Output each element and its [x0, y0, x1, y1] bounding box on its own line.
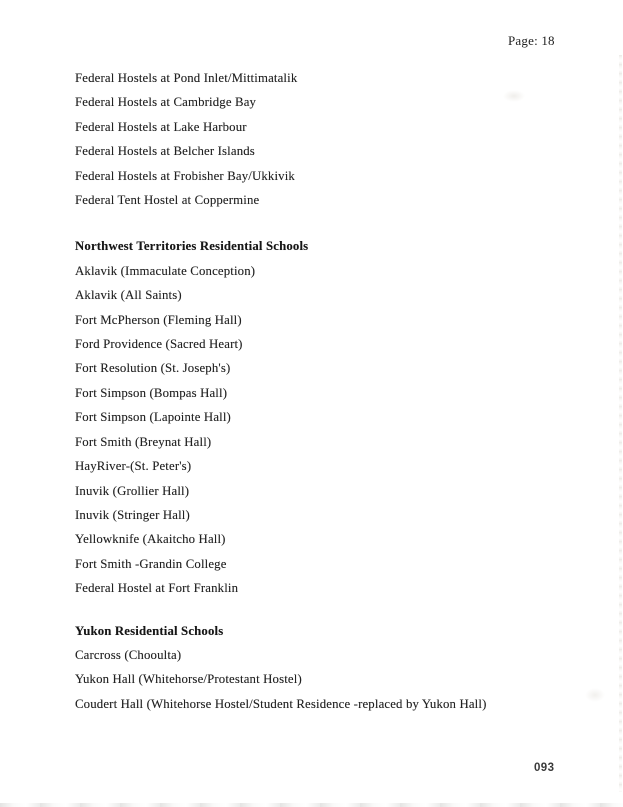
list-item: Inuvik (Stringer Hall)	[75, 507, 190, 522]
scan-artifact-right-edge	[619, 55, 622, 792]
list-item: Inuvik (Grollier Hall)	[75, 483, 190, 498]
list-item: Aklavik (All Saints)	[75, 288, 182, 303]
list-item: Federal Hostels at Pond Inlet/Mittimatalik	[75, 71, 298, 85]
list-item: Ford Providence (Sacred Heart)	[75, 337, 243, 352]
list-item: Yellowknife (Akaitcho Hall)	[75, 532, 226, 547]
section-heading-yukon: Yukon Residential Schools	[75, 623, 224, 638]
list-item: Fort Simpson (Lapointe Hall)	[75, 410, 231, 425]
scan-artifact-bottom-edge	[0, 803, 623, 807]
list-item: Coudert Hall (Whitehorse Hostel/Student Residence -replaced by Yukon Hall)	[75, 696, 487, 711]
bates-stamp-number: 093	[534, 762, 555, 774]
list-item: Fort Resolution (St. Joseph's)	[75, 361, 231, 376]
scan-artifact-smudge	[585, 688, 605, 702]
scan-artifact-smudge	[503, 90, 525, 102]
list-item: Federal Hostel at Fort Franklin	[75, 581, 239, 596]
list-item: Federal Hostels at Lake Harbour	[75, 119, 247, 134]
list-item: Aklavik (Immaculate Conception)	[75, 263, 256, 278]
page-number-header: Page: 18	[508, 33, 555, 48]
list-item: Federal Hostels at Cambridge Bay	[75, 95, 257, 110]
section-heading-northwest-territories: Northwest Territories Residential Schools	[75, 239, 309, 254]
list-item: Federal Tent Hostel at Coppermine	[75, 193, 260, 208]
list-item: Yukon Hall (Whitehorse/Protestant Hostel)	[75, 672, 302, 687]
list-item: Fort Smith (Breynat Hall)	[75, 434, 212, 449]
list-item: Federal Hostels at Belcher Islands	[75, 144, 255, 159]
list-item: Fort Simpson (Bompas Hall)	[75, 385, 228, 400]
list-item: Fort Smith -Grandin College	[75, 556, 227, 571]
list-item: HayRiver-(St. Peter's)	[75, 459, 192, 474]
list-item: Fort McPherson (Fleming Hall)	[75, 312, 242, 327]
document-body	[75, 66, 545, 716]
list-item: Carcross (Chooulta)	[75, 647, 182, 662]
list-item: Federal Hostels at Frobisher Bay/Ukkivik	[75, 168, 295, 183]
